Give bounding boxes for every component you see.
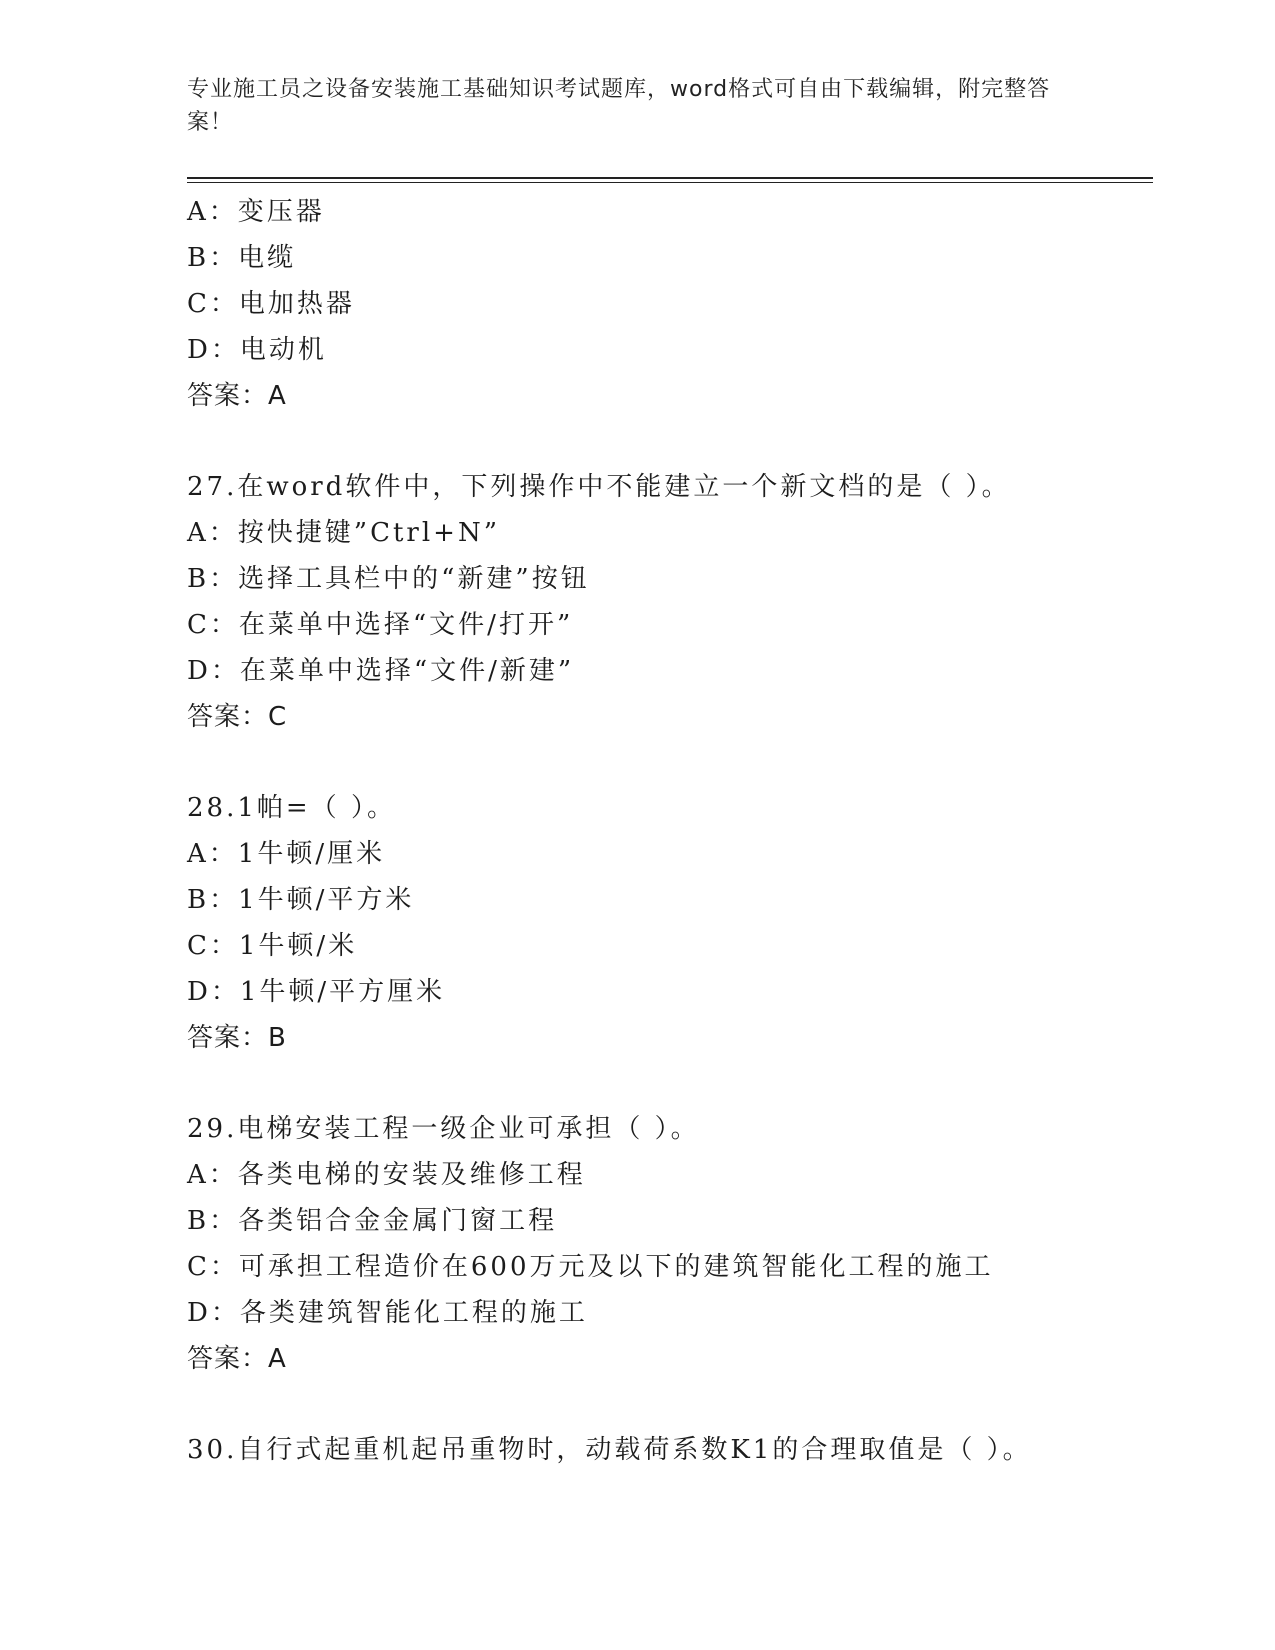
spacer [187,740,1153,785]
option-a: A：1牛顿/厘米 [187,839,386,869]
option-c: C：可承担工程造价在600万元及以下的建筑智能化工程的施工 [187,1252,994,1282]
question-text: 30.自行式起重机起吊重物时，动载荷系数K1的合理取值是（ ）。 [187,1435,1032,1465]
question-block-28 [187,785,1153,1061]
question-block-29 [187,1106,1153,1382]
answer: 答案：C [187,702,288,732]
question-block-26 [187,189,1153,419]
option-c: C：1牛顿/米 [187,931,358,961]
answer: 答案：A [187,1344,287,1374]
question-text: 28.1帕=（ ）。 [187,793,396,823]
option-b: B：各类铝合金金属门窗工程 [187,1206,558,1236]
question-list [187,189,1153,1473]
option-b: B：1牛顿/平方米 [187,885,415,915]
spacer [187,1382,1153,1427]
option-c: C：电加热器 [187,289,355,319]
document-header: 专业施工员之设备安装施工基础知识考试题库，word格式可自由下载编辑，附完整答案！ [187,77,1051,135]
question-text: 29.电梯安装工程一级企业可承担（ ）。 [187,1114,700,1144]
question-text: 27.在word软件中，下列操作中不能建立一个新文档的是（ ）。 [187,472,1011,502]
answer: 答案：B [187,1023,287,1053]
answer: 答案：A [187,381,287,411]
spacer [187,419,1153,464]
option-b: B：电缆 [187,243,297,273]
option-d: D：1牛顿/平方厘米 [187,977,446,1007]
header-divider-thick [187,177,1153,179]
option-a: A：按快捷键”Ctrl+N” [187,518,500,548]
option-b: B：选择工具栏中的“新建”按钮 [187,564,590,594]
option-a: A：变压器 [187,197,325,227]
option-c: C：在菜单中选择“文件/打开” [187,610,574,640]
option-d: D：电动机 [187,335,327,365]
option-d: D：各类建筑智能化工程的施工 [187,1298,588,1328]
question-block-27 [187,464,1153,740]
header-divider-thin [187,182,1153,183]
question-block-30 [187,1427,1153,1473]
option-d: D：在菜单中选择“文件/新建” [187,656,575,686]
spacer [187,1061,1153,1106]
option-a: A：各类电梯的安装及维修工程 [187,1160,586,1190]
